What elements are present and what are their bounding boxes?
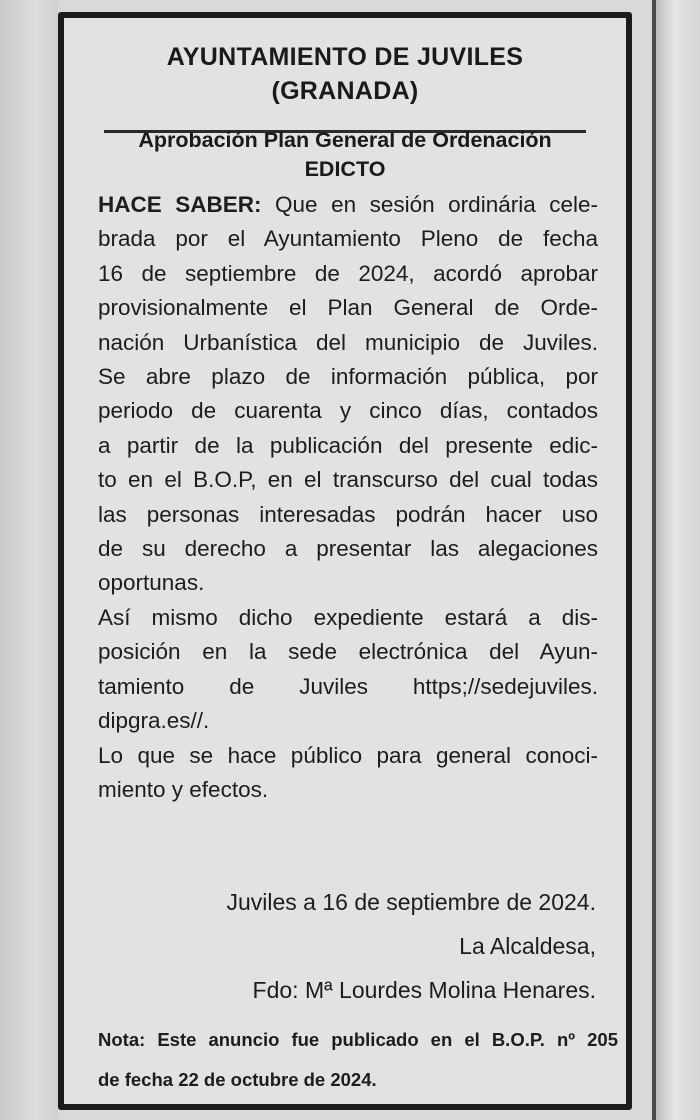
body-line: dipgra.es//. — [98, 708, 210, 734]
body-line: tamiento de Juviles https;//sedejuviles. — [98, 673, 598, 699]
body-line: Así mismo dicho expediente estará a dis- — [98, 604, 598, 630]
body-line: provisionalmente el Plan General de Orde- — [98, 295, 598, 321]
notice-kind: EDICTO — [304, 157, 386, 181]
edict-notice-box — [58, 12, 632, 1110]
body-line: periodo de cuarenta y cinco días, contados — [98, 398, 598, 424]
note-line: de fecha 22 de octubre de 2024. — [98, 1069, 377, 1090]
signature-role: La Alcaldesa, — [459, 933, 596, 959]
body-line: to en el B.O.P, en el transcurso del cual todas — [98, 467, 598, 493]
body-lead: HACE SABER: — [98, 192, 262, 217]
signature-name: Fdo: Mª Lourdes Molina Henares. — [252, 977, 596, 1003]
paper-background-left — [0, 0, 58, 1120]
notice-subheader — [64, 126, 626, 184]
notice-title: Aprobación Plan General de Ordenación — [138, 128, 552, 152]
header-municipality: AYUNTAMIENTO DE JUVILES — [166, 43, 524, 71]
body-line: miento y efectos. — [98, 776, 269, 802]
body-line: 16 de septiembre de 2024, acordó aprobar — [98, 260, 598, 286]
notice-body — [98, 188, 598, 807]
body-line: las personas interesadas podrán hacer uso — [98, 501, 598, 527]
signature-block — [226, 880, 596, 1012]
body-line: brada por el Ayuntamiento Pleno de fecha — [98, 226, 598, 252]
body-line: Se abre plazo de información pública, por — [98, 364, 598, 390]
signature-place-date: Juviles a 16 de septiembre de 2024. — [226, 889, 596, 915]
body-line: Lo que se hace público para general conoci- — [98, 742, 598, 768]
body-line: posición en la sede electrónica del Ayun- — [98, 639, 598, 665]
body-line: a partir de la publicación del presente edic- — [98, 432, 598, 458]
notice-header — [64, 40, 626, 108]
body-line: de su derecho a presentar las alegaciones — [98, 536, 598, 562]
body-line: nación Urbanística del municipio de Juviles. — [98, 329, 598, 355]
body-line: oportunas. — [98, 570, 205, 596]
publication-note — [98, 1020, 618, 1100]
note-line: Nota: Este anuncio fue publicado en el B.O.P. nº 205 — [98, 1029, 618, 1050]
header-province: (GRANADA) — [271, 77, 419, 105]
body-line: HACE SABER: Que en sesión ordinária cele- — [98, 192, 599, 217]
paper-background-right — [656, 0, 700, 1120]
